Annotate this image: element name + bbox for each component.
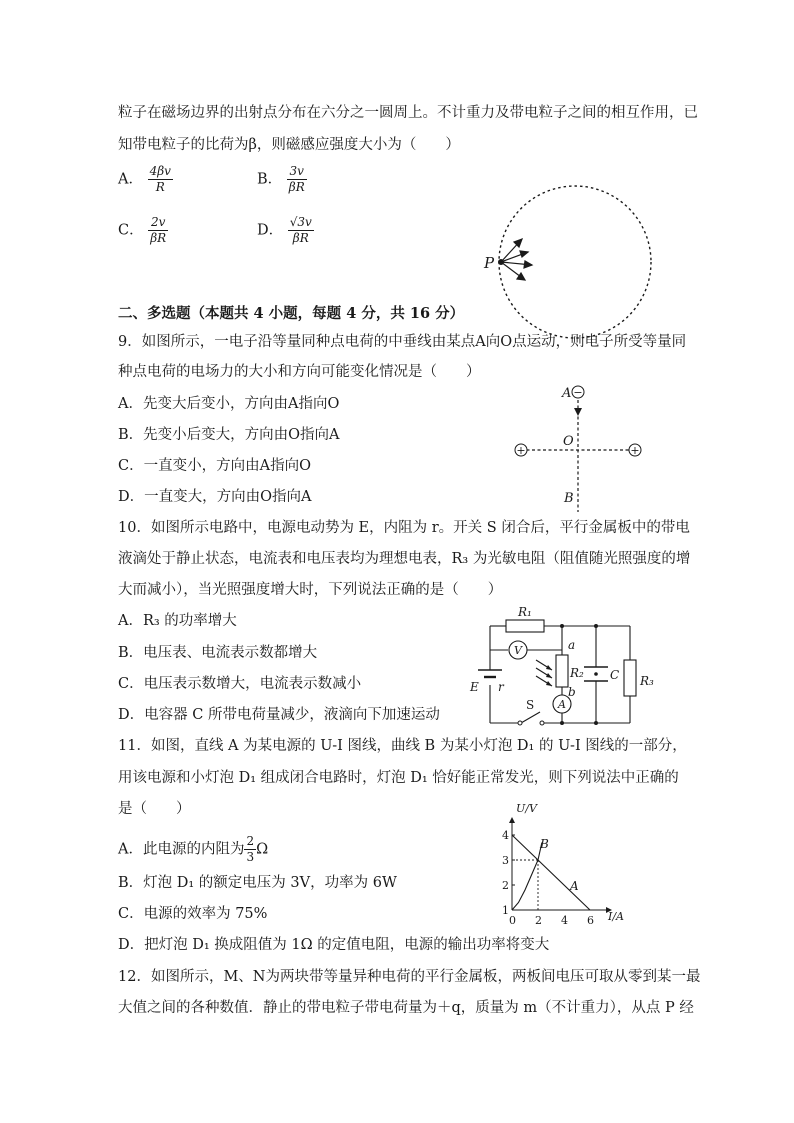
- label-r1: R₁: [518, 605, 532, 619]
- option-text: A．此电源的内阻为: [118, 841, 245, 858]
- left-charge-sign: +: [516, 444, 526, 457]
- q11-line2: 用该电源和小灯泡 D₁ 组成闭合电路时，灯泡 D₁ 恰好能正常发光，则下列说法中正确的: [118, 770, 679, 786]
- switch-contact: [518, 721, 522, 725]
- q8-option-c: [118, 215, 168, 246]
- option-label: B．: [257, 171, 283, 188]
- switch-blade: [521, 712, 540, 723]
- series-a-label: A: [570, 879, 579, 893]
- series-b-label: B: [540, 837, 549, 851]
- q8-option-d: [257, 215, 314, 246]
- denominator: βR: [288, 180, 305, 194]
- label-s: S: [526, 698, 535, 712]
- section2-heading: 二、多选题（本题共 4 小题，每题 4 分，共 16 分）: [118, 305, 465, 322]
- y-axis-label: U/V: [516, 802, 537, 815]
- q10-option-c: C．电压表示数增大，电流表示数减小: [118, 676, 362, 692]
- q11-option-c: C．电源的效率为 75%: [118, 906, 268, 922]
- fraction: [148, 215, 168, 246]
- droplet: [594, 672, 598, 676]
- option-label: C．: [118, 222, 144, 239]
- resistor-r2: [556, 655, 568, 687]
- x-tick-label: 0: [509, 914, 516, 927]
- numerator: 4βv: [149, 164, 171, 178]
- q11-ui-chart: [490, 800, 640, 930]
- q9-option-d: D．一直变大，方向由O指向A: [118, 489, 312, 505]
- junction-dot: [560, 721, 564, 725]
- q8-line1: 粒子在磁场边界的出射点分布在六分之一圆周上。不计重力及带电粒子之间的相互作用，已: [118, 105, 698, 121]
- fraction: [244, 834, 256, 865]
- q12-line1: 12．如图所示，M、N为两块带等量异种电荷的平行金属板，两板间电压可取从零到某一最: [118, 969, 701, 985]
- label-r2: R₂: [570, 666, 584, 680]
- q11-line3: 是（ ）: [118, 801, 191, 817]
- label-b: B: [564, 491, 574, 506]
- point-p-label: P: [484, 254, 495, 272]
- q10-option-d: D．电容器 C 所带电荷量减少，液滴向下加速运动: [118, 707, 440, 723]
- q8-line2: 知带电粒子的比荷为β，则磁感应强度大小为（ ）: [118, 137, 460, 153]
- junction-dot: [594, 721, 598, 725]
- x-tick-label: 4: [561, 914, 568, 927]
- denominator: R: [155, 180, 165, 194]
- label-b-point: b: [568, 685, 576, 699]
- label-r3: R₃: [640, 674, 654, 688]
- option-label: D．: [257, 222, 284, 239]
- label-v: V: [514, 644, 522, 657]
- label-o: O: [563, 434, 574, 449]
- q9-option-b: B．先变小后变大，方向由O指向A: [118, 427, 340, 443]
- resistor-r1: [506, 620, 544, 632]
- numerator: 2v: [148, 215, 168, 231]
- q8-option-b: [257, 164, 307, 195]
- series-b-curve: [512, 843, 542, 911]
- label-r: r: [498, 680, 504, 694]
- q8-circle-figure: [470, 180, 660, 350]
- arrow-head: [517, 273, 525, 280]
- q9-charge-figure: [505, 380, 655, 515]
- y-axis-arrow: [509, 817, 515, 823]
- q11-option-d: D．把灯泡 D₁ 换成阻值为 1Ω 的定值电阻，电源的输出功率将变大: [118, 937, 550, 953]
- q11-line1: 11．如图，直线 A 为某电源的 U-I 图线，曲线 B 为某小灯泡 D₁ 的 U-I 图线的一部分，: [118, 738, 687, 754]
- label-c: C: [610, 668, 620, 682]
- q11-option-b: B．灯泡 D₁ 的额定电压为 3V，功率为 6W: [118, 875, 397, 891]
- y-tick-label: 2: [502, 879, 509, 892]
- q8-option-a: [118, 164, 173, 195]
- x-tick-label: 6: [587, 914, 594, 927]
- label-e: E: [470, 680, 479, 694]
- label-a: A: [562, 386, 572, 401]
- magnetic-field-boundary: [499, 186, 651, 338]
- arrow-head: [520, 251, 528, 257]
- q9-option-a: A．先变大后变小，方向由A指向O: [118, 396, 340, 412]
- q10-line1: 10．如图所示电路中，电源电动势为 E，内阻为 r。开关 S 闭合后，平行金属板中的带电: [118, 520, 690, 536]
- numerator: 2: [246, 834, 255, 848]
- x-tick-label: 2: [535, 914, 542, 927]
- denominator: 3: [246, 850, 255, 864]
- resistor-r3: [624, 660, 636, 696]
- arrow-head: [546, 665, 552, 670]
- y-tick-label: 3: [502, 854, 509, 867]
- numerator: √3v: [289, 215, 312, 229]
- fraction: [288, 215, 314, 246]
- q10-circuit-figure: [466, 605, 666, 730]
- label-a-point: a: [568, 638, 576, 652]
- switch-contact: [540, 721, 544, 725]
- arrow-head: [524, 261, 532, 268]
- arrow-head: [546, 681, 552, 686]
- q10-option-b: B．电压表、电流表示数都增大: [118, 645, 318, 661]
- fraction: [287, 164, 307, 195]
- unit: Ω: [256, 841, 269, 858]
- q10-line3: 大而减小），当光照强度增大时，下列说法正确的是（ ）: [118, 582, 503, 598]
- fraction: [148, 164, 173, 195]
- option-label: A．: [118, 171, 143, 188]
- right-charge-sign: +: [630, 444, 640, 457]
- arrow-head: [546, 673, 552, 678]
- q9-option-c: C．一直变小，方向由A指向O: [118, 458, 311, 474]
- q10-line2: 液滴处于静止状态，电流表和电压表均为理想电表，R₃ 为光敏电阻（阻值随光照强度的增: [118, 551, 691, 567]
- q12-line2: 大值之间的各种数值．静止的带电粒子带电荷量为＋q，质量为 m（不计重力），从点 P 经: [118, 1000, 694, 1016]
- q10-option-a: A．R₃ 的功率增大: [118, 613, 237, 629]
- denominator: βR: [150, 231, 167, 245]
- q11-option-a: [118, 834, 268, 865]
- electron-sign: −: [573, 386, 583, 399]
- junction-dot: [560, 624, 564, 628]
- q9-line2: 种点电荷的电场力的大小和方向可能变化情况是（ ）: [118, 364, 481, 380]
- series-a-line: [512, 835, 590, 910]
- label-ammeter: A: [558, 698, 566, 711]
- numerator: 3v: [287, 164, 307, 180]
- q9-line1: 9．如图所示，一电子沿等量同种点电荷的中垂线由某点A向O点运动，则电子所受等量同: [118, 334, 687, 350]
- junction-dot: [594, 624, 598, 628]
- y-tick-label: 4: [502, 829, 509, 842]
- denominator: βR: [292, 231, 309, 245]
- x-axis-label: I/A: [608, 910, 624, 923]
- y-tick-label: 1: [502, 904, 509, 917]
- direction-arrow: [574, 408, 582, 416]
